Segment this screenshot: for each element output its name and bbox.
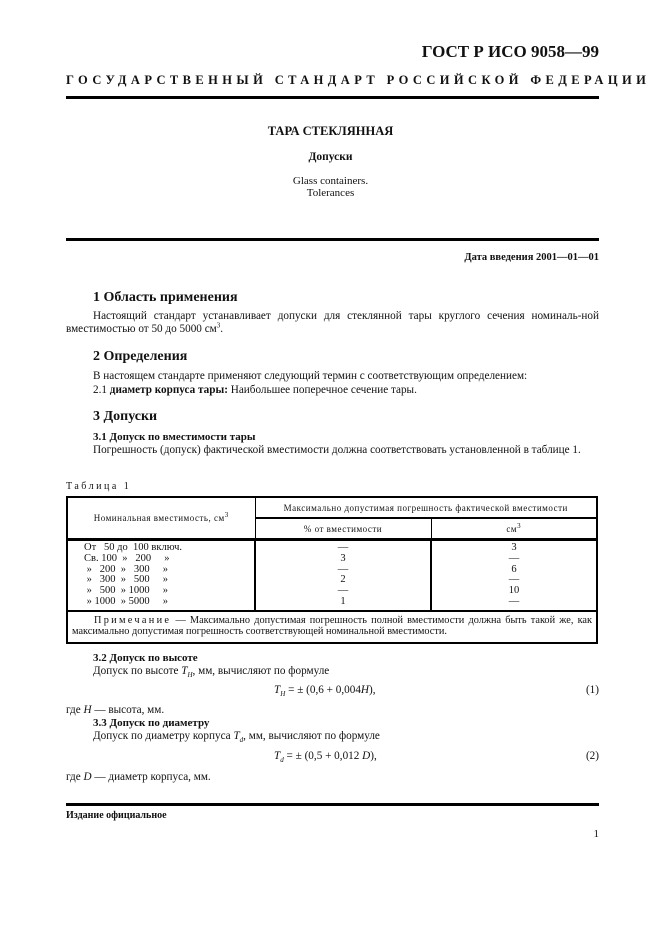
- note-label: Примечание: [94, 614, 172, 626]
- formula-2: $T_d$ = ± (0,5 + 0,012 D),: [274, 750, 377, 765]
- english-title-line2: Tolerances: [306, 187, 355, 199]
- header-max-error: Максимально допустимая погрешность фактической вместимости: [255, 497, 597, 518]
- table-note: Примечание — Максимально допустимая погрешность полной вместимости должна быть такой же, как максимально допустимая погрешность соответствующей номинальной вместимости.: [67, 611, 597, 643]
- subsection-3-1-text: Погрешность (допуск) фактической вместимости должна соответствовать установленной в таблице 1.: [93, 444, 581, 456]
- formula-2-legend: где D — диаметр корпуса, мм.: [66, 771, 211, 783]
- header-cm3: $см^3$: [431, 518, 597, 540]
- table-note-row: [67, 611, 597, 643]
- table-row: [67, 540, 597, 611]
- subsection-3-2-heading: 3.2 Допуск по высоте: [93, 652, 198, 664]
- english-title-line1: Glass containers.: [292, 175, 369, 187]
- official-edition-label: Издание официальное: [66, 810, 167, 821]
- subsection-3-2-text: Допуск по высоте $T_H$, мм, вычисляют по формуле: [93, 665, 330, 680]
- document-title: ТАРА СТЕКЛЯННАЯ: [267, 124, 394, 138]
- title-block: [0, 124, 661, 199]
- cm3-values: 3 — 6 — 10 —: [431, 540, 597, 611]
- document-subtitle: Допуски: [308, 151, 353, 163]
- footer-divider: [66, 803, 599, 806]
- section-2-text: В настоящем стандарте применяют следующий термин с соответствующим определением:: [93, 370, 528, 382]
- equation-number-2: (2): [585, 750, 599, 762]
- definition-2-1: 2.1 диаметр корпуса тары: Наибольшее поперечное сечение тары.: [93, 384, 417, 396]
- equation-number-1: (1): [585, 684, 599, 696]
- header-nominal-capacity: Номинальная вместимость, $см^3$: [67, 497, 255, 540]
- document-code: ГОСТ Р ИСО 9058—99: [421, 42, 599, 61]
- percent-values: — 3 — 2 — 1: [255, 540, 431, 611]
- title-divider: [66, 238, 599, 241]
- header-divider: [66, 96, 599, 99]
- subsection-3-3-text: Допуск по диаметру корпуса $T_d$, мм, вычисляют по формуле: [93, 730, 380, 745]
- section-3-heading: 3 Допуски: [93, 409, 158, 424]
- section-1-text: Настоящий стандарт устанавливает допуски для стеклянной тары круглого сечения номиналь-ной вместимостью от 50 до 5000 $см^3$.: [66, 310, 599, 335]
- formula-1-legend: где H — высота, мм.: [66, 704, 165, 716]
- state-standard-header: ГОСУДАРСТВЕННЫЙ СТАНДАРТ РОССИЙСКОЙ ФЕДЕРАЦИИ: [66, 73, 651, 87]
- page-number: 1: [593, 828, 599, 840]
- subsection-3-1-heading: 3.1 Допуск по вместимости тары: [93, 431, 256, 443]
- definition-term: диаметр корпуса тары:: [109, 384, 228, 396]
- table-caption: Таблица 1: [66, 481, 132, 492]
- tolerance-table: [66, 496, 598, 644]
- subsection-3-3-heading: 3.3 Допуск по диаметру: [93, 717, 210, 729]
- capacity-ranges: От 50 до 100 включ. Св. 100 » 200 » » 200 » 300 » » 300 » 500 » » 500 » 1000 » » 1000 » 5000 »: [67, 540, 255, 611]
- header-percent: % от вместимости: [255, 518, 431, 540]
- section-2-heading: 2 Определения: [93, 349, 188, 364]
- formula-1: $T_H$ = ± (0,6 + 0,004H),: [274, 684, 376, 699]
- english-title: [0, 175, 661, 199]
- section-1-heading: 1 Область применения: [93, 290, 238, 305]
- introduction-date: Дата введения 2001—01—01: [464, 252, 599, 263]
